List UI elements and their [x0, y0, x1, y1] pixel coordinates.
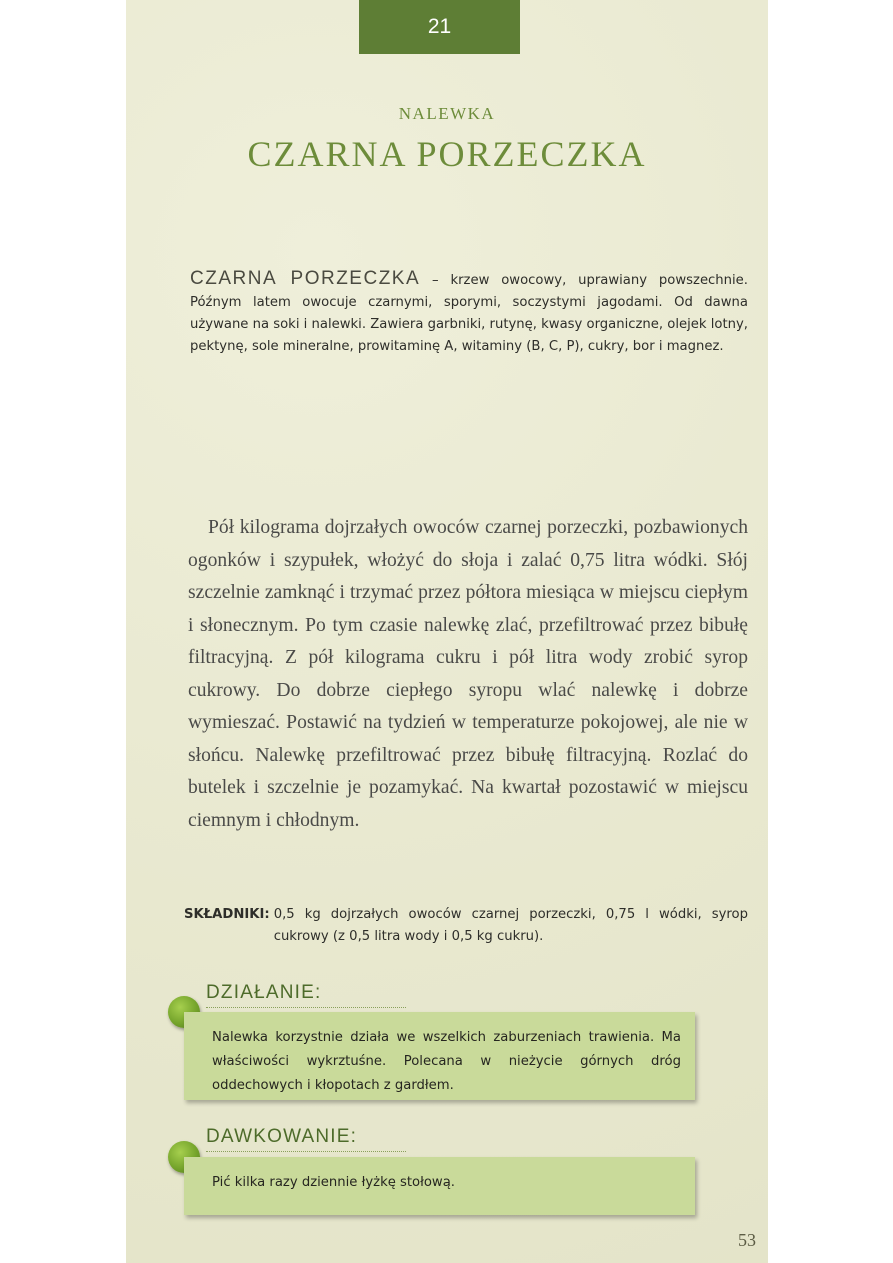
intro-text: – krzew owocowy, uprawiany powszechnie. Późnym latem owocuje czarnymi, sporymi, soczystymi jagodami. Od dawna używane na soki i nalewki. Zawiera garbniki, rutynę, kwasy organiczne, olejek lotny, pektynę, sole mineralne, prowitaminę A, witaminy (B, C, P), cukry, bor i magnez. [190, 273, 748, 354]
effect-heading: DZIAŁANIE: [206, 982, 322, 1003]
dosage-text: Pić kilka razy dziennie łyżkę stołową. [212, 1175, 455, 1190]
recipe-instructions: Pół kilograma dojrzałych owoców czarnej porzeczki, pozbawionych ogonków i szypułek, włożyć do słoja i zalać 0,75 litra wódki. Słój szczelnie zamknąć i trzymać przez półtora miesiąca w miejscu ciepłym i słonecznym. Po tym czasie nalewkę zlać, przefiltrować przez bibułę filtracyjną. Z pół kilograma cukru i pół litra wody zrobić syrop cukrowy. Do dobrze ciepłego syropu wlać nalewkę i dobrze wymieszać. Postawić na tydzień w temperaturze pokojowej, ale nie w słońcu. Nalewkę przefiltrować przez bibułę filtracyjną. Rozlać do butelek i szczelnie je pozamykać. Na kwartał pozostawić w miejscu ciemnym i chłodnym. [188, 517, 748, 831]
recipe-number-tab [359, 0, 520, 54]
divider [206, 1151, 406, 1152]
recipe-kicker: NALEWKA [398, 104, 496, 123]
page-title: CZARNA PORZECZKA [247, 134, 647, 174]
book-page [126, 0, 768, 1263]
intro-paragraph [190, 268, 748, 358]
ingredients-text: 0,5 kg dojrzałych owoców czarnej porzeczki, 0,75 l wódki, syrop cukrowy (z 0,5 litra wody i 0,5 kg cukru). [273, 907, 748, 944]
ingredients [184, 904, 748, 948]
effect-box [184, 1012, 695, 1100]
effect-text: Nalewka korzystnie działa we wszelkich zaburzeniach trawienia. Ma właściwości wykrztuśne. Polecana w nieżycie górnych dróg oddechowych i kłopotach z gardłem. [212, 1030, 681, 1093]
divider [206, 1007, 406, 1008]
intro-term: CZARNA PORZECZKA [190, 268, 421, 289]
page-number: 53 [738, 1230, 756, 1250]
recipe-number: 21 [427, 15, 452, 38]
dosage-heading: DAWKOWANIE: [206, 1126, 358, 1147]
ingredients-label: SKŁADNIKI: [184, 907, 270, 922]
dosage-box [184, 1157, 695, 1215]
